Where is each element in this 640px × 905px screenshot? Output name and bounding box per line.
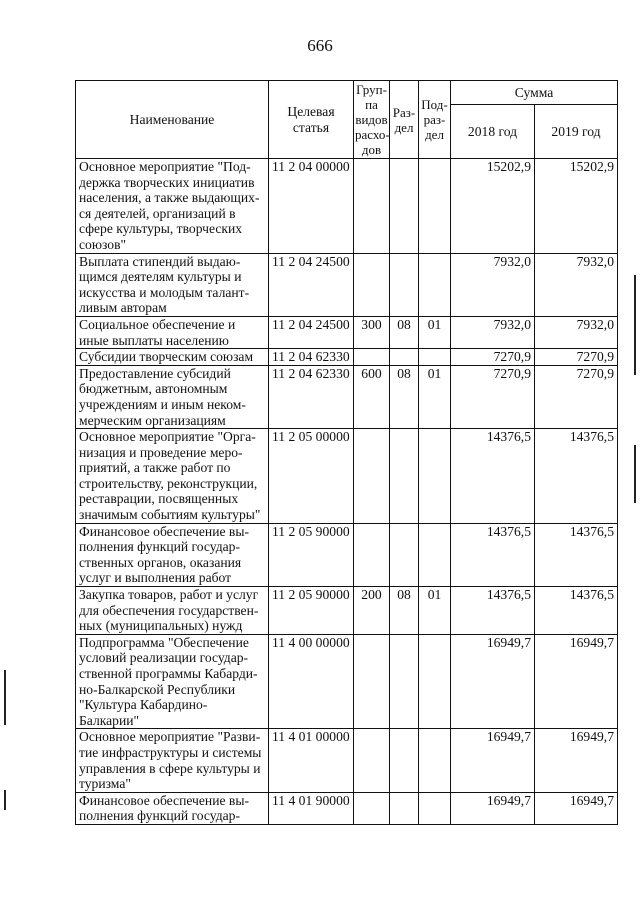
header-section: Раз- дел — [390, 81, 419, 159]
cell-2019: 7270,9 — [535, 349, 618, 366]
cell-2019: 16949,7 — [535, 634, 618, 729]
margin-mark — [4, 670, 6, 725]
cell-subsection: 01 — [419, 316, 451, 348]
header-2018: 2018 год — [451, 104, 535, 158]
cell-2019: 7270,9 — [535, 365, 618, 428]
cell-group — [354, 523, 390, 586]
cell-name: Основное мероприятие "Разви- тие инфраструктуры и системы управления в сфере культуры и туризма" — [76, 729, 269, 792]
cell-2019: 7932,0 — [535, 253, 618, 316]
table-row — [76, 729, 618, 792]
cell-group: 200 — [354, 587, 390, 635]
cell-2019: 15202,9 — [535, 159, 618, 254]
cell-name: Основное мероприятие "Орга- низация и проведение меро- приятий, а также работ по строительству, реконструкции, реставрации, посвященных значимым событиям культуры" — [76, 429, 269, 524]
cell-group — [354, 729, 390, 792]
cell-subsection — [419, 159, 451, 254]
cell-target: 11 4 00 00000 — [269, 634, 354, 729]
cell-2018: 15202,9 — [451, 159, 535, 254]
cell-2018: 16949,7 — [451, 792, 535, 824]
cell-2019: 16949,7 — [535, 729, 618, 792]
cell-2018: 16949,7 — [451, 729, 535, 792]
cell-target: 11 2 05 90000 — [269, 587, 354, 635]
cell-2019: 7932,0 — [535, 316, 618, 348]
cell-section: 08 — [390, 365, 419, 428]
cell-section — [390, 792, 419, 824]
cell-subsection — [419, 792, 451, 824]
cell-group — [354, 253, 390, 316]
page-number: 666 — [307, 36, 333, 55]
cell-name: Подпрограмма "Обеспечение условий реализации государ- ственной программы Кабарди- но-Балкарской Республики "Культура Кабардино- Балкарии" — [76, 634, 269, 729]
table-row — [76, 523, 618, 586]
header-2019: 2019 год — [535, 104, 618, 158]
cell-section: 08 — [390, 587, 419, 635]
cell-group — [354, 792, 390, 824]
cell-2019: 14376,5 — [535, 587, 618, 635]
cell-name: Социальное обеспечение и иные выплаты населению — [76, 316, 269, 348]
cell-target: 11 2 05 00000 — [269, 429, 354, 524]
cell-name: Финансовое обеспечение вы- полнения функций государ- — [76, 792, 269, 824]
table-row — [76, 253, 618, 316]
table-row — [76, 429, 618, 524]
cell-2018: 14376,5 — [451, 523, 535, 586]
cell-target: 11 2 04 24500 — [269, 253, 354, 316]
cell-group — [354, 634, 390, 729]
cell-section: 08 — [390, 316, 419, 348]
cell-subsection — [419, 349, 451, 366]
cell-group: 300 — [354, 316, 390, 348]
cell-name: Финансовое обеспечение вы- полнения функций государ- ственных органов, оказания услуг и выполнения работ — [76, 523, 269, 586]
cell-subsection: 01 — [419, 365, 451, 428]
cell-2018: 7932,0 — [451, 316, 535, 348]
cell-section — [390, 349, 419, 366]
cell-name: Закупка товаров, работ и услуг для обеспечения государствен- ных (муниципальных) нужд — [76, 587, 269, 635]
cell-2018: 14376,5 — [451, 587, 535, 635]
cell-name: Основное мероприятие "Под- держка творческих инициатив населения, а также выдающих- ся деятелей, организаций в сфере культуры, творческих союзов" — [76, 159, 269, 254]
cell-name: Субсидии творческим союзам — [76, 349, 269, 366]
cell-target: 11 4 01 90000 — [269, 792, 354, 824]
cell-2018: 16949,7 — [451, 634, 535, 729]
cell-name: Предоставление субсидий бюджетным, автономным учреждениям и иным неком- мерческим организациям — [76, 365, 269, 428]
header-target: Целевая статья — [269, 81, 354, 159]
cell-group: 600 — [354, 365, 390, 428]
cell-target: 11 4 01 00000 — [269, 729, 354, 792]
cell-section — [390, 729, 419, 792]
cell-name: Выплата стипендий выдаю- щимся деятелям культуры и искусства и молодым талант- ливым авторам — [76, 253, 269, 316]
cell-section — [390, 253, 419, 316]
cell-subsection — [419, 634, 451, 729]
table-row — [76, 349, 618, 366]
cell-subsection — [419, 253, 451, 316]
table-row — [76, 792, 618, 824]
table-body — [76, 159, 618, 825]
cell-subsection — [419, 429, 451, 524]
budget-table — [75, 80, 618, 825]
table-row — [76, 316, 618, 348]
cell-subsection — [419, 729, 451, 792]
cell-2018: 7270,9 — [451, 365, 535, 428]
header-group: Груп- па видов расхо- дов — [355, 82, 390, 157]
cell-2019: 14376,5 — [535, 523, 618, 586]
table-row — [76, 365, 618, 428]
cell-subsection: 01 — [419, 587, 451, 635]
cell-section — [390, 159, 419, 254]
header-name: Наименование — [76, 81, 269, 159]
cell-2018: 14376,5 — [451, 429, 535, 524]
cell-2018: 7932,0 — [451, 253, 535, 316]
cell-target: 11 2 05 90000 — [269, 523, 354, 586]
header-sum: Сумма — [451, 81, 618, 105]
table-row — [76, 634, 618, 729]
cell-2019: 16949,7 — [535, 792, 618, 824]
margin-mark — [634, 275, 636, 375]
cell-section — [390, 634, 419, 729]
cell-section — [390, 429, 419, 524]
header-subsection: Под- раз- дел — [419, 81, 451, 159]
margin-mark — [4, 790, 6, 810]
cell-section — [390, 523, 419, 586]
cell-target: 11 2 04 00000 — [269, 159, 354, 254]
cell-2018: 7270,9 — [451, 349, 535, 366]
cell-2019: 14376,5 — [535, 429, 618, 524]
cell-group — [354, 429, 390, 524]
cell-group — [354, 159, 390, 254]
cell-group — [354, 349, 390, 366]
cell-target: 11 2 04 62330 — [269, 349, 354, 366]
margin-mark — [634, 445, 636, 503]
table-row — [76, 159, 618, 254]
table-row — [76, 587, 618, 635]
cell-subsection — [419, 523, 451, 586]
cell-target: 11 2 04 62330 — [269, 365, 354, 428]
cell-target: 11 2 04 24500 — [269, 316, 354, 348]
